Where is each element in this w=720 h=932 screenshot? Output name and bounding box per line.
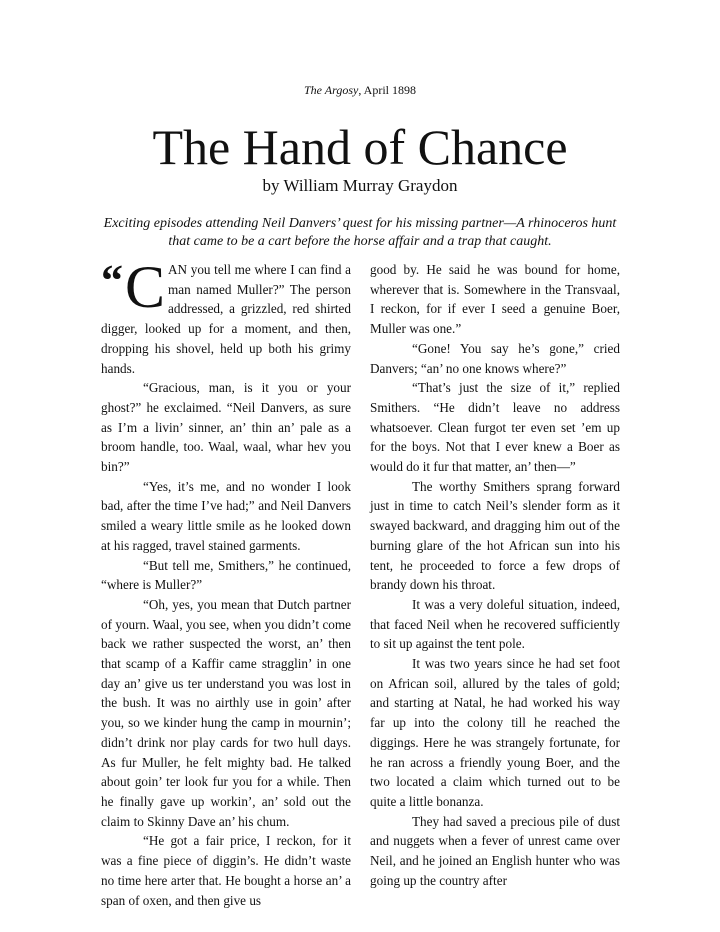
- paragraph: “He got a fair price, I reckon, for it was a fine piece of diggin’s. He didn’t waste no time here arter that. He bought a horse an’ a span of oxen, and then give us: [101, 833, 351, 908]
- magazine-name: The Argosy: [303, 83, 359, 97]
- paragraph: [101, 254, 351, 378]
- drop-cap: C: [125, 254, 166, 320]
- paragraph: It was two years since he had set foot on African soil, allured by the tales of gold; and starting at Natal, he had worked his way far up into the colony till he reached the diggings. Here he was strangely fortunate, for he ran across a friendly young Boer, and the two located a claim which turned out to be quite a little bonanza.: [370, 656, 620, 809]
- source-line: [0, 83, 720, 98]
- paragraph: It was a very doleful situation, indeed, that faced Neil when he recovered sufficiently to sit up against the tent pole.: [370, 596, 620, 652]
- column-right: [370, 260, 620, 891]
- paragraph: “But tell me, Smithers,” he continued, “where is Muller?”: [101, 557, 351, 593]
- column-left: [101, 254, 351, 910]
- paragraph: good by. He said he was bound for home, wherever that is. Somewhere in the Transvaal, I reckon, for if ever I seed a genuine Boer, Muller was one.”: [370, 262, 620, 337]
- paragraph: “Oh, yes, you mean that Dutch partner of yourn. Waal, you see, when you didn’t come back we rather suspected the worst, an’ then that scamp of a Kaffir came stragglin’ in one day an’ give us ter understand you was lost in the bush. It was no airthly use in goin’ after you, so we kinder hung the camp in mournin’; didn’t drink nor play cards for two hull days. As fur Muller, he felt mighty bad. He talked about goin’ ter look fur you for a while. Then he finally gave up workin’, an’ sold out the claim to Skinny Dave an’ his chum.: [101, 596, 351, 829]
- paragraph: They had saved a precious pile of dust and nuggets when a fever of unrest came over Neil, and he joined an English hunter who was going up the country after: [370, 813, 620, 888]
- issue-date: , April 1898: [358, 83, 416, 97]
- article-deck: Exciting episodes attending Neil Danvers’ quest for his missing partner—A rhinoceros hunt that came to be a cart before the horse affair and a trap that caught.: [103, 216, 617, 249]
- paragraph: The worthy Smithers sprang forward just in time to catch Neil’s slender form as it swayed backward, and dragging him out of the burning glare of the hot African sun into his tent, he proceeded to force a few drops of brandy down his throat.: [370, 478, 620, 593]
- drop-quote: “: [101, 256, 123, 305]
- paragraph: “That’s just the size of it,” replied Smithers. “He didn’t leave no address whatsoever. Clean furgot ter even set ’em up for the boys. Not that I ever knew a Boer as would do it fur that matter, an’ then—”: [370, 380, 620, 475]
- paragraph-text: you tell me where I can find a man named Muller?” The person addressed, a grizzled, red shirted digger, looked up for a moment, and then, dropping his shovel, held up both his grimy hands.: [101, 262, 351, 376]
- byline: by William Murray Graydon: [262, 176, 458, 195]
- article-title: The Hand of Chance: [152, 119, 568, 175]
- paragraph: “Gracious, man, is it you or your ghost?” he exclaimed. “Neil Danvers, as sure as I’m a livin’ sinner, an’ thin an’ pale as a broom handle, too. Waal, waal, whar hev you bin?”: [101, 380, 351, 475]
- paragraph: “Gone! You say he’s gone,” cried Danvers; “an’ no one knows where?”: [370, 340, 620, 376]
- lead-caps: AN: [168, 262, 188, 277]
- paragraph: “Yes, it’s me, and no wonder I look bad, after the time I’ve had;” and Neil Danvers smiled a weary little smile as he looked down at his ragged, travel stained garments.: [101, 478, 351, 553]
